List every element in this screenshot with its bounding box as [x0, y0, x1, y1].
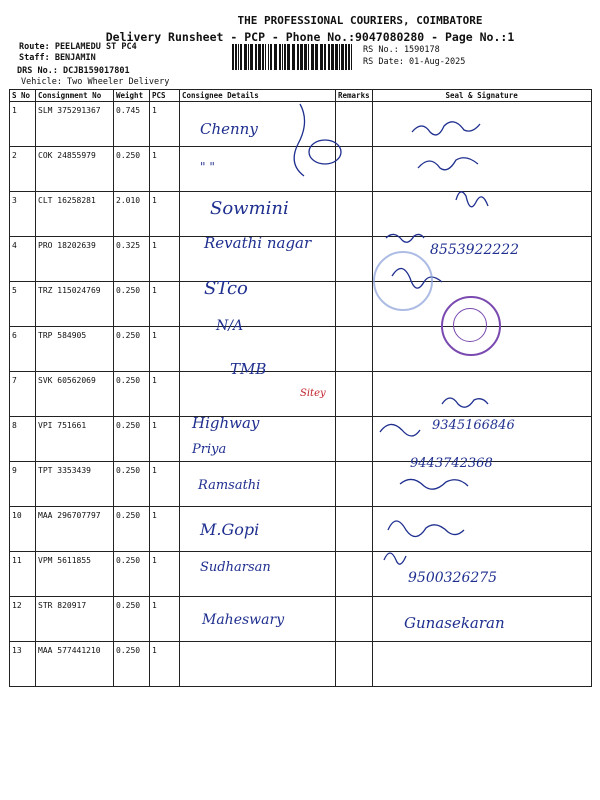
pcs-cell: 1: [150, 642, 180, 687]
company-seal-stamp-icon: [441, 296, 501, 356]
barcode-bar: [324, 44, 326, 70]
company-name: THE PROFESSIONAL COURIERS, COIMBATORE: [237, 14, 483, 27]
phone-handwriting-4: 8553922222: [430, 242, 520, 258]
weight-cell: 0.250: [114, 417, 150, 462]
table-row: [10, 327, 592, 372]
sno-cell: 5: [10, 282, 36, 327]
receiver-signature-13: Gunasekaran: [404, 614, 505, 632]
barcode-bar: [240, 44, 242, 70]
pcs-cell: 1: [150, 237, 180, 282]
barcode-bar: [250, 44, 253, 70]
weight-cell: 0.250: [114, 597, 150, 642]
barcode-bar: [341, 44, 344, 70]
seal-signature-cell: [372, 147, 591, 192]
pcs-cell: 1: [150, 372, 180, 417]
barcode-bar: [348, 44, 350, 70]
phone-handwriting-12: 9500326275: [408, 570, 498, 586]
consignee-cell: [180, 642, 336, 687]
pcs-cell: 1: [150, 192, 180, 237]
route-label: Route: PEELAMEDU ST PC4: [19, 42, 137, 52]
staff-label: Staff: BENJAMIN: [19, 53, 96, 63]
remarks-cell: [336, 102, 373, 147]
pcs-cell: 1: [150, 417, 180, 462]
remarks-cell: [336, 462, 373, 507]
remark-handwriting-8: Sitey: [300, 388, 326, 399]
consignment-cell: TRP 584905: [36, 327, 114, 372]
remarks-cell: [336, 237, 373, 282]
consignment-cell: SLM 375291367: [36, 102, 114, 147]
consignment-cell: MAA 296707797: [36, 507, 114, 552]
phone-handwriting-10: 9443742368: [410, 456, 493, 471]
barcode-bar: [300, 44, 303, 70]
sno-cell: 11: [10, 552, 36, 597]
remarks-cell: [336, 507, 373, 552]
sno-cell: 2: [10, 147, 36, 192]
rs-date: RS Date: 01-Aug-2025: [363, 57, 466, 67]
sno-cell: 13: [10, 642, 36, 687]
remarks-cell: [336, 417, 373, 462]
table-row: [10, 282, 592, 327]
consignment-cell: MAA 577441210: [36, 642, 114, 687]
pcs-cell: 1: [150, 552, 180, 597]
weight-cell: 0.250: [114, 327, 150, 372]
consignment-cell: VPM 5611855: [36, 552, 114, 597]
consignee-signature-1: Chenny: [200, 120, 258, 138]
consignee-signature-13: Maheswary: [202, 612, 285, 628]
barcode-bar: [345, 44, 347, 70]
seal-signature-cell: [372, 507, 591, 552]
col-sno: S No: [10, 90, 36, 102]
sno-cell: 8: [10, 417, 36, 462]
barcode-bar: [255, 44, 257, 70]
table-row: [10, 192, 592, 237]
weight-cell: 0.250: [114, 462, 150, 507]
pcs-cell: 1: [150, 507, 180, 552]
remarks-cell: [336, 552, 373, 597]
consignee-signature-4: Revathi nagar: [204, 234, 312, 252]
barcode-bar: [335, 44, 338, 70]
barcode-bar: [331, 44, 334, 70]
barcode-bar: [297, 44, 299, 70]
weight-cell: 0.250: [114, 147, 150, 192]
pcs-cell: 1: [150, 102, 180, 147]
sno-cell: 7: [10, 372, 36, 417]
consignee-signature-2: " ": [200, 160, 215, 174]
remarks-cell: [336, 192, 373, 237]
barcode-bar: [279, 44, 281, 70]
remarks-cell: [336, 642, 373, 687]
table-row: [10, 102, 592, 147]
consignment-cell: COK 24855979: [36, 147, 114, 192]
table-row: [10, 462, 592, 507]
consignee-signature-11: M.Gopi: [200, 520, 260, 539]
blue-seal-stamp-icon: [373, 251, 433, 311]
barcode-bar: [248, 44, 249, 70]
consignee-signature-7: TMB: [230, 360, 267, 378]
barcode-bar: [244, 44, 247, 70]
sno-cell: 10: [10, 507, 36, 552]
barcode-bar: [282, 44, 283, 70]
rs-number: RS No.: 1590178: [363, 45, 440, 55]
pcs-cell: 1: [150, 147, 180, 192]
consignment-cell: PRO 18202639: [36, 237, 114, 282]
consignee-signature-12: Sudharsan: [200, 560, 271, 575]
phone-handwriting-9: 9345166846: [432, 418, 515, 433]
barcode-bar: [311, 44, 314, 70]
seal-signature-cell: [372, 192, 591, 237]
consignee-signature-5: STco: [204, 278, 248, 299]
vehicle-label: Vehicle: Two Wheeler Delivery: [21, 77, 170, 87]
drs-label: DRS No.: DCJB159017801: [17, 66, 130, 76]
table-row: [10, 507, 592, 552]
barcode-bar: [274, 44, 277, 70]
col-remarks: Remarks: [336, 90, 373, 102]
weight-cell: 0.745: [114, 102, 150, 147]
pcs-cell: 1: [150, 462, 180, 507]
consignment-cell: CLT 16258281: [36, 192, 114, 237]
barcode-bar: [265, 44, 266, 70]
weight-cell: 0.250: [114, 642, 150, 687]
barcode-bar: [235, 44, 237, 70]
table-header-row: [10, 90, 592, 102]
consignee-signature-9: Priya: [192, 442, 227, 457]
remarks-cell: [336, 597, 373, 642]
weight-cell: 0.250: [114, 372, 150, 417]
seal-signature-cell: [372, 642, 591, 687]
remarks-cell: [336, 372, 373, 417]
sno-cell: 1: [10, 102, 36, 147]
barcode-bar: [284, 44, 286, 70]
sno-cell: 4: [10, 237, 36, 282]
consignee-signature-3: Sowmini: [210, 198, 289, 219]
seal-signature-cell: [372, 102, 591, 147]
seal-signature-cell: [372, 372, 591, 417]
pcs-cell: 1: [150, 597, 180, 642]
table-row: [10, 552, 592, 597]
col-consignment: Consignment No: [36, 90, 114, 102]
col-pcs: PCS: [150, 90, 180, 102]
barcode-bar: [232, 44, 234, 70]
sno-cell: 6: [10, 327, 36, 372]
weight-cell: 2.010: [114, 192, 150, 237]
weight-cell: 0.250: [114, 507, 150, 552]
barcode-bar: [258, 44, 261, 70]
consignee-signature-8: Highway: [192, 414, 260, 432]
barcode-bar: [270, 44, 272, 70]
remarks-cell: [336, 282, 373, 327]
barcode-bar: [292, 44, 295, 70]
weight-cell: 0.325: [114, 237, 150, 282]
barcode-bar: [238, 44, 239, 70]
barcode-bar: [287, 44, 290, 70]
consignment-cell: TPT 3353439: [36, 462, 114, 507]
consignment-cell: STR 820917: [36, 597, 114, 642]
sno-cell: 3: [10, 192, 36, 237]
barcode-bar: [308, 44, 309, 70]
barcode-bar: [262, 44, 264, 70]
pcs-cell: 1: [150, 282, 180, 327]
consignee-signature-10: Ramsathi: [198, 478, 261, 493]
runsheet-title: Delivery Runsheet - PCP - Phone No.:9047080280 - Page No.:1: [105, 30, 515, 44]
barcode-bar: [315, 44, 318, 70]
consignee-cell: [180, 282, 336, 327]
col-seal-signature: Seal & Signature: [372, 90, 591, 102]
sno-cell: 12: [10, 597, 36, 642]
sno-cell: 9: [10, 462, 36, 507]
barcode-icon: [232, 44, 354, 70]
barcode-bar: [351, 44, 352, 70]
weight-cell: 0.250: [114, 552, 150, 597]
pcs-cell: 1: [150, 327, 180, 372]
consignee-signature-6: N/A: [216, 318, 244, 334]
consignment-cell: SVK 60562069: [36, 372, 114, 417]
consignment-cell: TRZ 115024769: [36, 282, 114, 327]
barcode-bar: [328, 44, 330, 70]
weight-cell: 0.250: [114, 282, 150, 327]
barcode-bar: [339, 44, 340, 70]
remarks-cell: [336, 327, 373, 372]
barcode-bar: [268, 44, 269, 70]
col-weight: Weight: [114, 90, 150, 102]
consignment-cell: VPI 751661: [36, 417, 114, 462]
remarks-cell: [336, 147, 373, 192]
col-consignee: Consignee Details: [180, 90, 336, 102]
table-row: [10, 642, 592, 687]
barcode-bar: [304, 44, 307, 70]
table-row: [10, 147, 592, 192]
barcode-bar: [320, 44, 323, 70]
